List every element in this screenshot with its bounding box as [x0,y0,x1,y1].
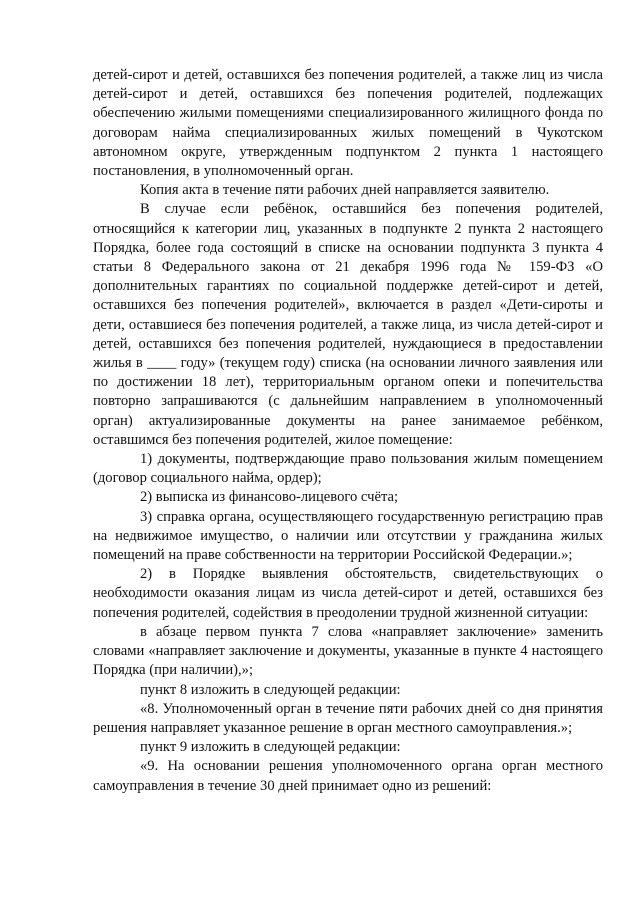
paragraph-act-copy: Копия акта в течение пяти рабочих дней направляется заявителю. [140,182,550,199]
paragraph-clause-8-text: «8. Уполномоченный орган в течение пяти рабочих дней со дня принятия решения направляет указанное решение в орган местного самоуправления.»; [93,700,603,736]
list-item-registration-certificate: 3) справка органа, осуществляющего государственную регистрацию прав на недвижимое имущество, о наличии или отсутствии у гражданина жилых помещений на праве собственности на территории Российской Федерации.»; [93,508,603,564]
list-item-documents: 1) документы, подтверждающие право пользования жилым помещением (договор социального найма, ордер); [93,451,603,487]
paragraph-clause-9-intro: пункт 9 изложить в следующей редакции: [140,739,401,756]
paragraph-clause-7-amendment: в абзаце первом пункта 7 слова «направляет заключение» заменить словами «направляет заключение и документы, указанные в пункте 4 настоящего Порядка (при наличии),»; [93,623,603,679]
paragraph-clause-8-intro: пункт 8 изложить в следующей редакции: [140,681,401,698]
paragraph-clause-9-text: «9. На основании решения уполномоченного органа орган местного самоуправления в течение 30 дней принимает одно из решений: [93,758,603,794]
paragraph-child-case: В случае если ребёнок, оставшийся без попечения родителей, относящийся к категории лиц, указанных в подпункте 2 пункта 2 настоящего Порядка, более года состоящий в списке на основании подпункта 3 пункта 4 статьи 8 Федерального закона от 21 декабря 1996 года № 159-ФЗ «О дополнительных гарантиях по социальной поддержке детей-сирот и детей, оставшихся без попечения родителей», включается в раздел «Дети-сироты и дети, оставшиеся без попечения родителей, а также лица, из числа детей-сирот и детей, оставшихся без попечения родителей, нуждающиеся в предоставлении жилья в ____ году» (текущем году) списка (на основании личного заявления или по достижении 18 лет), территориальным органом опеки и попечительства повторно запрашиваются (с дальнейшим направлением в уполномоченный орган) актуализированные документы на ранее занимаемое ребёнком, оставшимся без попечения родителей, жилое помещение: [93,201,603,448]
paragraph-procedure-2: 2) в Порядке выявления обстоятельств, свидетельствующих о необходимости оказания лицам из числа детей-сирот и детей, оставшихся без попечения родителей, содействия в преодолении трудной жизненной ситуации: [93,566,603,621]
paragraph-continuation: детей-сирот и детей, оставшихся без попечения родителей, а также лиц из числа детей-сирот и детей, оставшихся без попечения родителей, подлежащих обеспечению жилыми помещениями специализированного жилищного фонда по договорам найма специализированных жилых помещений в Чукотском автономном округе, утвержденным подпунктом 2 пункта 1 настоящего постановления, в уполномоченный орган. [93,67,603,180]
list-item-account-extract: 2) выписка из финансово-лицевого счёта; [140,489,399,506]
document-body [93,66,603,796]
